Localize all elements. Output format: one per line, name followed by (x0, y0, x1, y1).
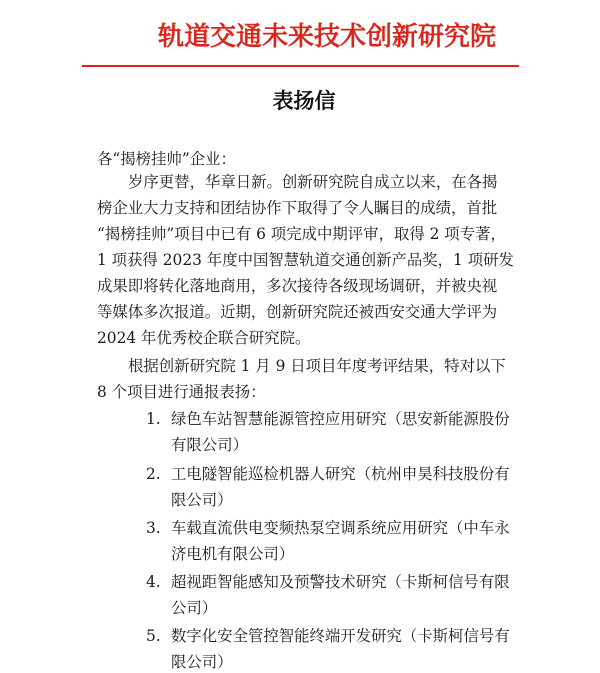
paragraph1-line: 2024 年优秀校企联合研究院。 (97, 329, 311, 347)
document-title: 表扬信 (272, 89, 336, 113)
paragraph2-line: 根据创新研究院 1 月 9 日项目年度考评结果，特对以下 (128, 357, 506, 375)
list-item-number: 2. (146, 465, 161, 483)
list-item-text: 公司） (171, 599, 218, 617)
list-item-number: 4. (146, 573, 161, 591)
paragraph1-line: 成果即将转化落地商用，多次接待各级现场调研，并被央视 (97, 277, 498, 295)
letterhead-red-rule (82, 65, 519, 67)
paragraph1-line: 榜企业大力支持和团结协作下取得了令人瞩目的成绩，首批 (97, 199, 498, 217)
list-item-text: 数字化安全管控智能终端开发研究（卡斯柯信号有 (171, 627, 510, 645)
paragraph1-line: 岁序更替，华章日新。创新研究院自成立以来，在各揭 (128, 173, 498, 191)
paragraph1-line: “揭榜挂帅”项目中已有 6 项完成中期评审，取得 2 项专著， (97, 225, 506, 243)
list-item-text: 限公司） (171, 491, 233, 509)
letterhead (0, 18, 600, 62)
list-item-text: 车载直流供电变频热泵空调系统应用研究（中车永 (171, 519, 510, 537)
paragraph2-line: 8 个项目进行通报表扬： (97, 383, 266, 401)
list-item-number: 5. (146, 627, 161, 645)
list-item-number: 1. (146, 410, 161, 428)
list-item-text: 超视距智能感知及预警技术研究（卡斯柯信号有限 (171, 573, 510, 591)
list-item-text: 限公司） (171, 653, 233, 671)
organization-name: 轨道交通未来技术创新研究院 (158, 22, 497, 52)
list-item-text: 工电隧智能巡检机器人研究（杭州申昊科技股份有 (171, 465, 510, 483)
list-item-text: 济电机有限公司） (171, 545, 295, 563)
list-item-number: 3. (146, 519, 161, 537)
paragraph1-line: 1 项获得 2023 年度中国智慧轨道交通创新产品奖，1 项研发 (97, 251, 514, 269)
list-item-text: 有限公司） (171, 436, 248, 454)
paragraph1-line: 等媒体多次报道。近期，创新研究院还被西安交通大学评为 (97, 303, 498, 321)
salutation: 各“揭榜挂帅”企业： (97, 150, 236, 168)
list-item-text: 绿色车站智慧能源管控应用研究（思安新能源股份 (171, 410, 510, 428)
